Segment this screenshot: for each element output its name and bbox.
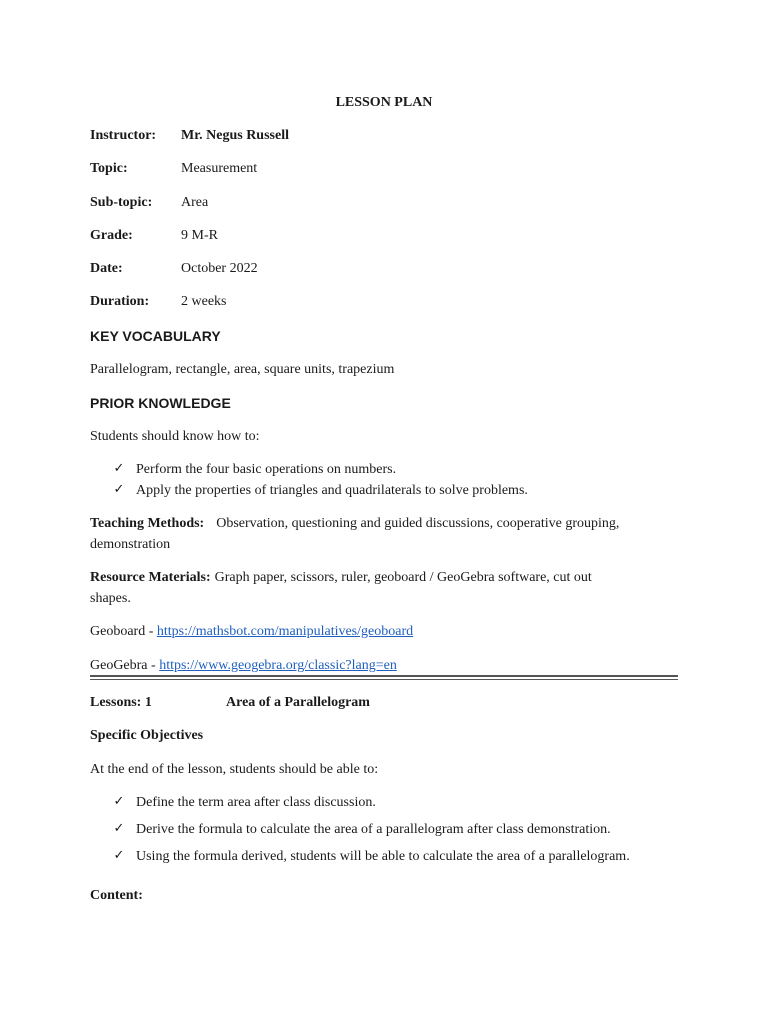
check-icon: ✓	[113, 461, 125, 476]
prior-knowledge-intro: Students should know how to:	[90, 429, 260, 444]
lesson-number: Lessons: 1	[90, 695, 152, 710]
resource-materials-label: Resource Materials:	[90, 570, 211, 585]
specific-objectives-heading: Specific Objectives	[90, 728, 204, 743]
teaching-methods-line2: demonstration	[90, 537, 171, 552]
geoboard-label: Geoboard -	[90, 624, 157, 639]
duration-label: Duration:	[90, 294, 150, 309]
geogebra-link[interactable]: https://www.geogebra.org/classic?lang=en	[159, 658, 397, 673]
date-value: October 2022	[181, 261, 258, 276]
grade-label: Grade:	[90, 228, 133, 243]
section-divider-thin	[90, 679, 678, 680]
lesson-title: Area of a Parallelogram	[226, 695, 370, 710]
date-label: Date:	[90, 261, 123, 276]
objective-item: Define the term area after class discussion.	[136, 795, 376, 810]
teaching-methods-line1	[90, 515, 619, 533]
check-icon: ✓	[113, 821, 125, 836]
geoboard-link[interactable]: https://mathsbot.com/manipulatives/geoboard	[156, 624, 414, 639]
teaching-methods-label: Teaching Methods:	[90, 516, 205, 531]
key-vocabulary-heading: KEY VOCABULARY	[90, 328, 221, 344]
prior-knowledge-heading: PRIOR KNOWLEDGE	[90, 395, 231, 411]
grade-value: 9 M-R	[181, 228, 218, 243]
objective-item: Derive the formula to calculate the area of a parallelogram after class demonstration.	[136, 822, 611, 837]
prior-knowledge-item: Perform the four basic operations on numbers.	[136, 462, 397, 477]
section-divider	[90, 675, 678, 677]
subtopic-value: Area	[181, 195, 209, 210]
instructor-value: Mr. Negus Russell	[181, 128, 289, 143]
key-vocabulary-text: Parallelogram, rectangle, area, square units, trapezium	[90, 362, 395, 377]
geogebra-label: GeoGebra -	[90, 658, 160, 673]
objectives-intro: At the end of the lesson, students should be able to:	[90, 762, 379, 777]
subtopic-label: Sub-topic:	[90, 195, 153, 210]
teaching-methods-text: Observation, questioning and guided discussions, cooperative grouping,	[216, 516, 620, 531]
resource-materials-text: Graph paper, scissors, ruler, geoboard / GeoGebra software, cut out	[214, 570, 592, 585]
instructor-label: Instructor:	[90, 128, 157, 143]
objective-item: Using the formula derived, students will be able to calculate the area of a parallelogram.	[136, 849, 630, 864]
document-title: LESSON PLAN	[335, 95, 433, 110]
resource-materials-line1	[90, 569, 592, 587]
check-icon: ✓	[113, 848, 125, 863]
topic-label: Topic:	[90, 161, 128, 176]
duration-value: 2 weeks	[181, 294, 227, 309]
geoboard-line	[90, 623, 413, 641]
resource-materials-line2: shapes.	[90, 591, 131, 606]
content-heading: Content:	[90, 888, 143, 903]
check-icon: ✓	[113, 794, 125, 809]
prior-knowledge-item: Apply the properties of triangles and quadrilaterals to solve problems.	[136, 483, 528, 498]
check-icon: ✓	[113, 482, 125, 497]
geogebra-line	[90, 657, 397, 675]
topic-value: Measurement	[181, 161, 258, 176]
